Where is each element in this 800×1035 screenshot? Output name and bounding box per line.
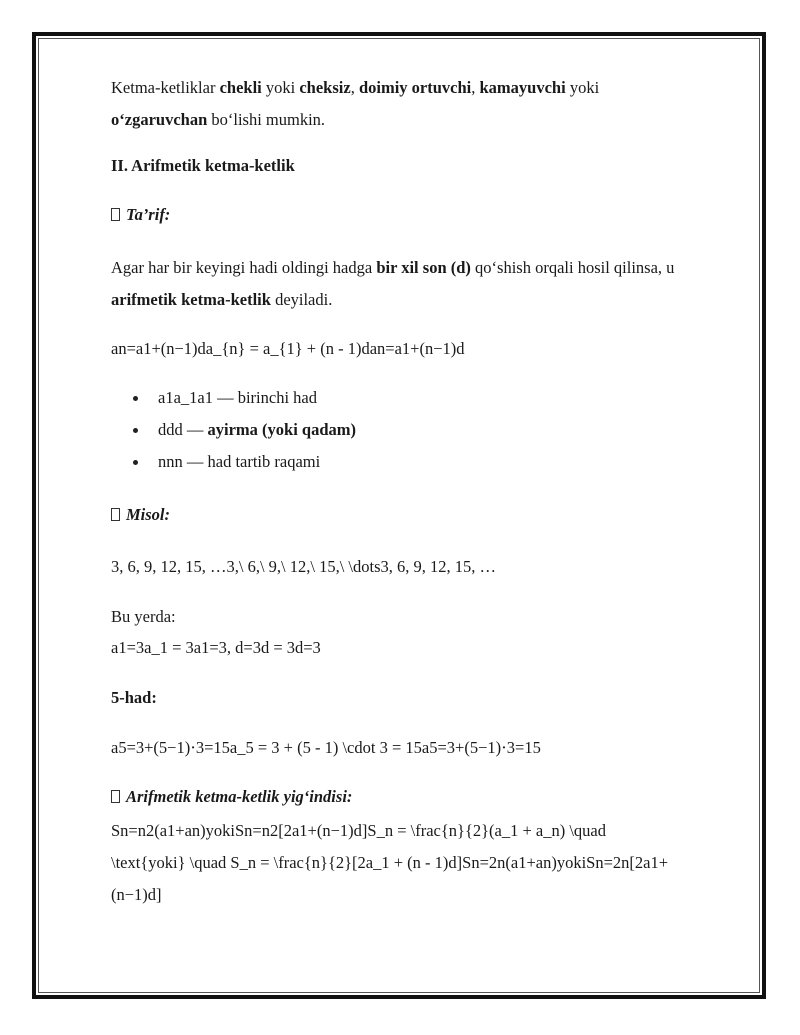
definition-text: qo‘shish orqali hosil qilinsa, u xyxy=(470,258,675,277)
here-values: a1=3a_1 = 3a1=3, d=3d = 3d=3 xyxy=(111,638,321,657)
intro-text: Ketma-ketliklar xyxy=(111,78,220,97)
fifth-term-formula: a5=3+(5−1)⋅3=15a_5 = 3 + (5 - 1) \cdot 3 = 15a5=3+(5−1)⋅3=15 xyxy=(111,738,541,757)
fifth-term-heading: 5-had: xyxy=(111,688,157,707)
definition-bold: bir xil son (d) xyxy=(376,258,471,277)
here-label: Bu yerda: xyxy=(111,607,176,626)
definition-label: Ta’rif: xyxy=(126,205,171,224)
intro-text: , xyxy=(471,78,480,97)
missing-glyph-icon xyxy=(111,790,120,803)
missing-glyph-icon xyxy=(111,208,120,221)
intro-bold-kamayuvchi: kamayuvchi xyxy=(479,78,566,97)
list-item xyxy=(111,414,751,446)
list-item-bold: ayirma (yoki qadam) xyxy=(207,420,356,439)
list-item-text: a1a_1a1 — birinchi had xyxy=(158,388,317,407)
example-label: Misol: xyxy=(126,505,171,524)
definition-bold: arifmetik ketma-ketlik xyxy=(111,290,271,309)
bullet-dot-icon xyxy=(133,396,138,401)
intro-paragraph xyxy=(111,72,751,136)
intro-text: bo‘lishi mumkin. xyxy=(207,110,326,129)
definition-text: deyiladi. xyxy=(270,290,333,309)
sum-formula-line: \text{yoki} \quad S_n = \frac{n}{2}[2a_1 + (n - 1)d]Sn=2n(a1+an)yokiSn=2n[2a1+ xyxy=(111,853,669,872)
list-item xyxy=(111,382,751,414)
list-item xyxy=(111,446,751,478)
section-heading: II. Arifmetik ketma-ketlik xyxy=(111,156,295,175)
definition-text: Agar har bir keyingi hadi oldingi hadga xyxy=(111,258,377,277)
bullet-list xyxy=(0,382,751,478)
sum-formula-line: (n−1)d] xyxy=(111,885,162,904)
example-sequence: 3, 6, 9, 12, 15, …3,\ 6,\ 9,\ 12,\ 15,\ \dots3, 6, 9, 12, 15, … xyxy=(111,557,497,576)
sum-label: Arifmetik ketma-ketlik yig‘indisi: xyxy=(126,787,353,806)
intro-bold-cheksiz: cheksiz xyxy=(299,78,351,97)
bullet-dot-icon xyxy=(133,460,138,465)
intro-bold-ortuvchi: doimiy ortuvchi xyxy=(358,78,472,97)
definition-heading xyxy=(111,199,751,231)
intro-text: yoki xyxy=(565,78,600,97)
intro-text: , xyxy=(350,78,359,97)
definition-paragraph xyxy=(111,252,751,316)
example-heading xyxy=(111,499,751,531)
sum-formula xyxy=(111,815,751,911)
intro-text: yoki xyxy=(261,78,300,97)
missing-glyph-icon xyxy=(111,508,120,521)
list-item-text: nnn — had tartib raqami xyxy=(158,452,321,471)
general-formula: an=a1+(n−1)da_{n} = a_{1} + (n - 1)dan=a1+(n−1)d xyxy=(111,339,465,358)
intro-bold-chekli: chekli xyxy=(219,78,262,97)
bullet-dot-icon xyxy=(133,428,138,433)
intro-bold-ozgaruvchan: o‘zgaruvchan xyxy=(111,110,208,129)
sum-heading xyxy=(111,781,751,813)
sum-formula-line: Sn=n2(a1+an)yokiSn=n2[2a1+(n−1)d]S_n = \frac{n}{2}(a_1 + a_n) \quad xyxy=(111,821,607,840)
list-item-text: ddd — xyxy=(158,420,208,439)
